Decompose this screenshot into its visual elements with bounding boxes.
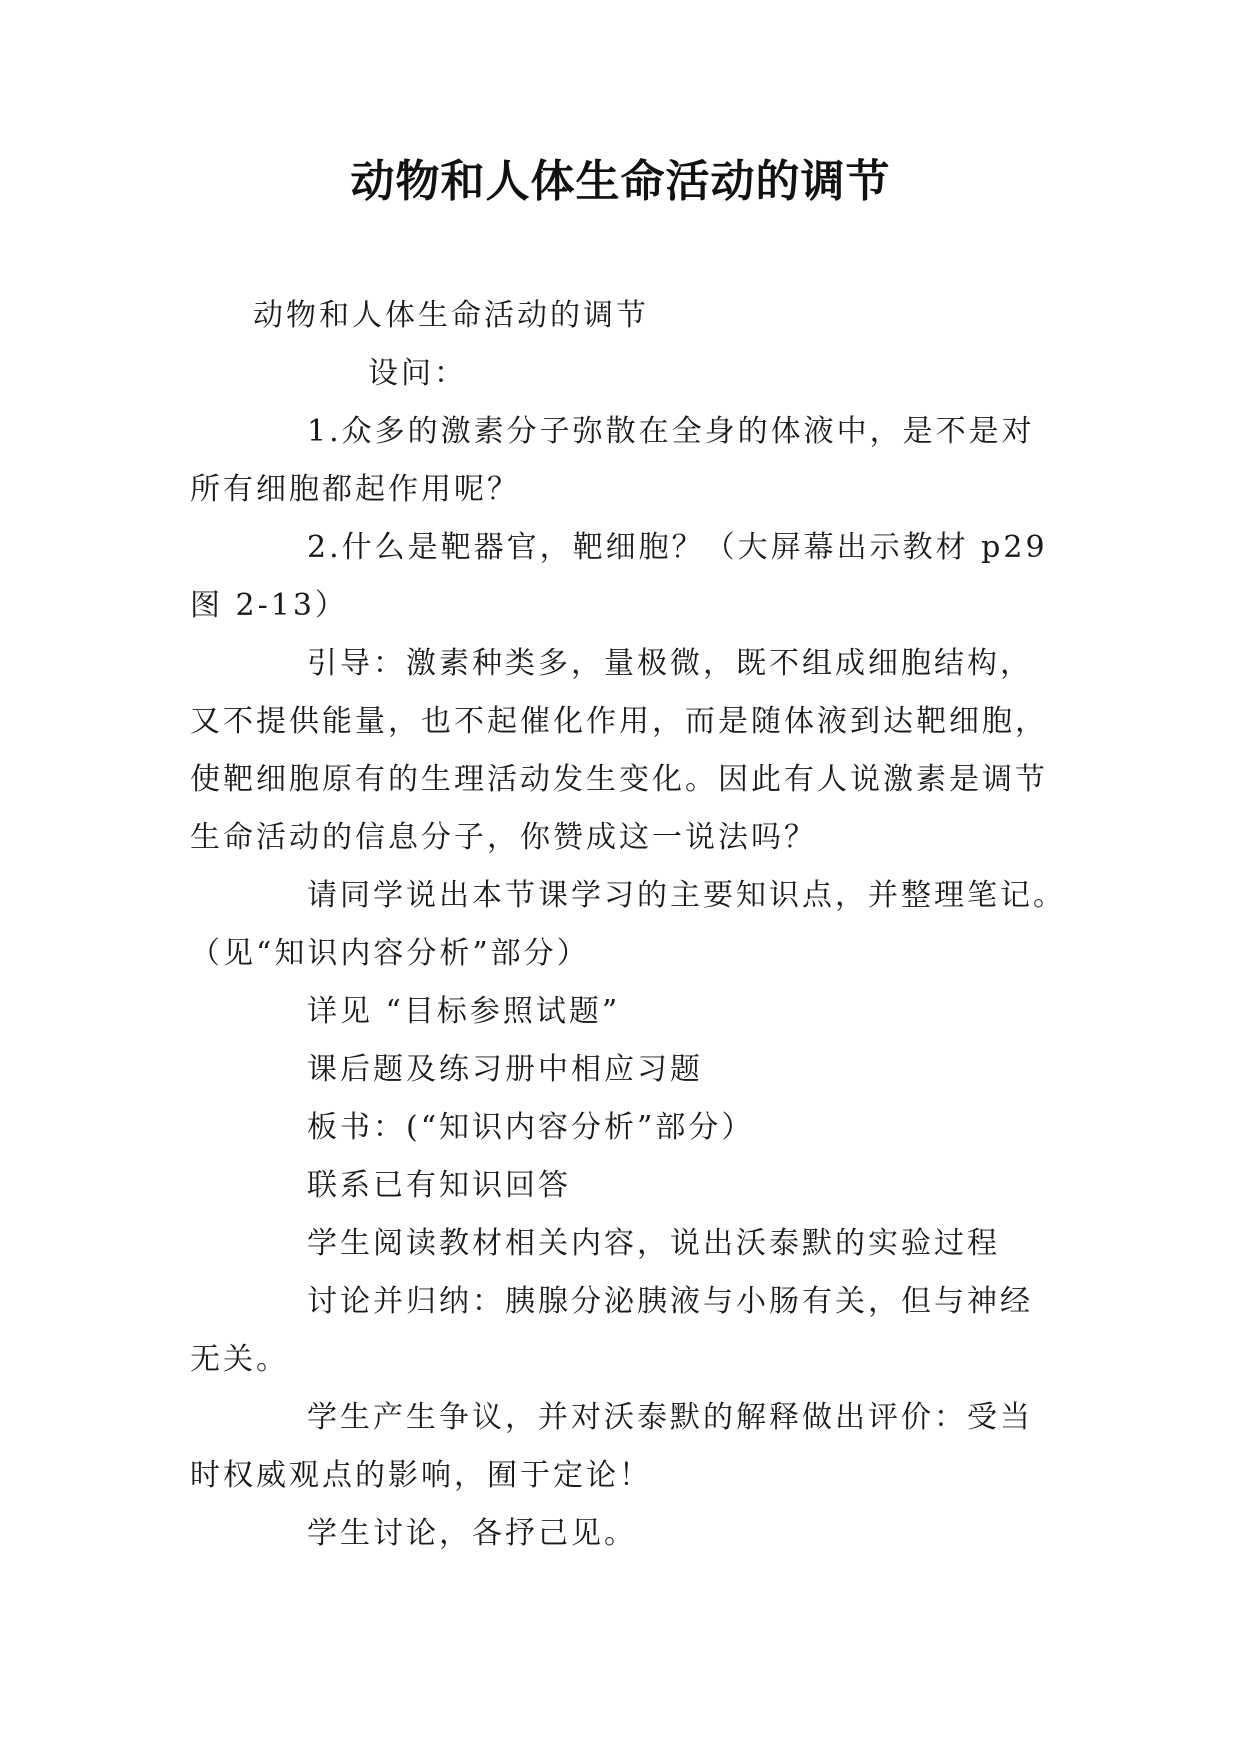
paragraph-line: 无关。 (190, 1342, 289, 1377)
paragraph-line: 讨论并归纳：胰腺分泌胰液与小肠有关，但与神经 (307, 1284, 1033, 1319)
paragraph-line: 生命活动的信息分子，你赞成这一说法吗？ (190, 820, 817, 855)
paragraph-line: 详见 “目标参照试题” (307, 994, 621, 1029)
paragraph-line: 学生产生争议，并对沃泰默的解释做出评价：受当 (307, 1400, 1033, 1435)
question-heading: 设问： (368, 356, 467, 391)
document-title: 动物和人体生命活动的调节 (350, 156, 891, 207)
subtitle-line: 动物和人体生命活动的调节 (253, 298, 649, 333)
paragraph-line: 板书：(“知识内容分析”部分） (307, 1110, 755, 1145)
paragraph-line: 所有细胞都起作用呢？ (190, 472, 520, 507)
paragraph-line: 图 2-13） (190, 588, 348, 623)
paragraph-line: 1.众多的激素分子弥散在全身的体液中，是不是对 (307, 414, 1035, 449)
paragraph-line: 2.什么是靶器官，靶细胞？（大屏幕出示教材 p29 (307, 530, 1048, 565)
document-body (190, 287, 1070, 1563)
paragraph-line: 时权威观点的影响，囿于定论！ (190, 1458, 652, 1493)
paragraph-line: 学生阅读教材相关内容，说出沃泰默的实验过程 (307, 1226, 1000, 1261)
paragraph-line: 引导：激素种类多，量极微，既不组成细胞结构， (307, 646, 1033, 681)
paragraph-line: 又不提供能量，也不起催化作用，而是随体液到达靶细胞， (190, 704, 1048, 739)
paragraph-line: 使靶细胞原有的生理活动发生变化。因此有人说激素是调节 (190, 762, 1048, 797)
paragraph-line: 课后题及练习册中相应习题 (307, 1052, 703, 1087)
paragraph-line: 学生讨论，各抒己见。 (307, 1516, 637, 1551)
paragraph-line: 联系已有知识回答 (307, 1168, 571, 1203)
paragraph-line: 请同学说出本节课学习的主要知识点，并整理笔记。 (307, 878, 1066, 913)
paragraph-line: （见“知识内容分析”部分） (190, 936, 590, 971)
